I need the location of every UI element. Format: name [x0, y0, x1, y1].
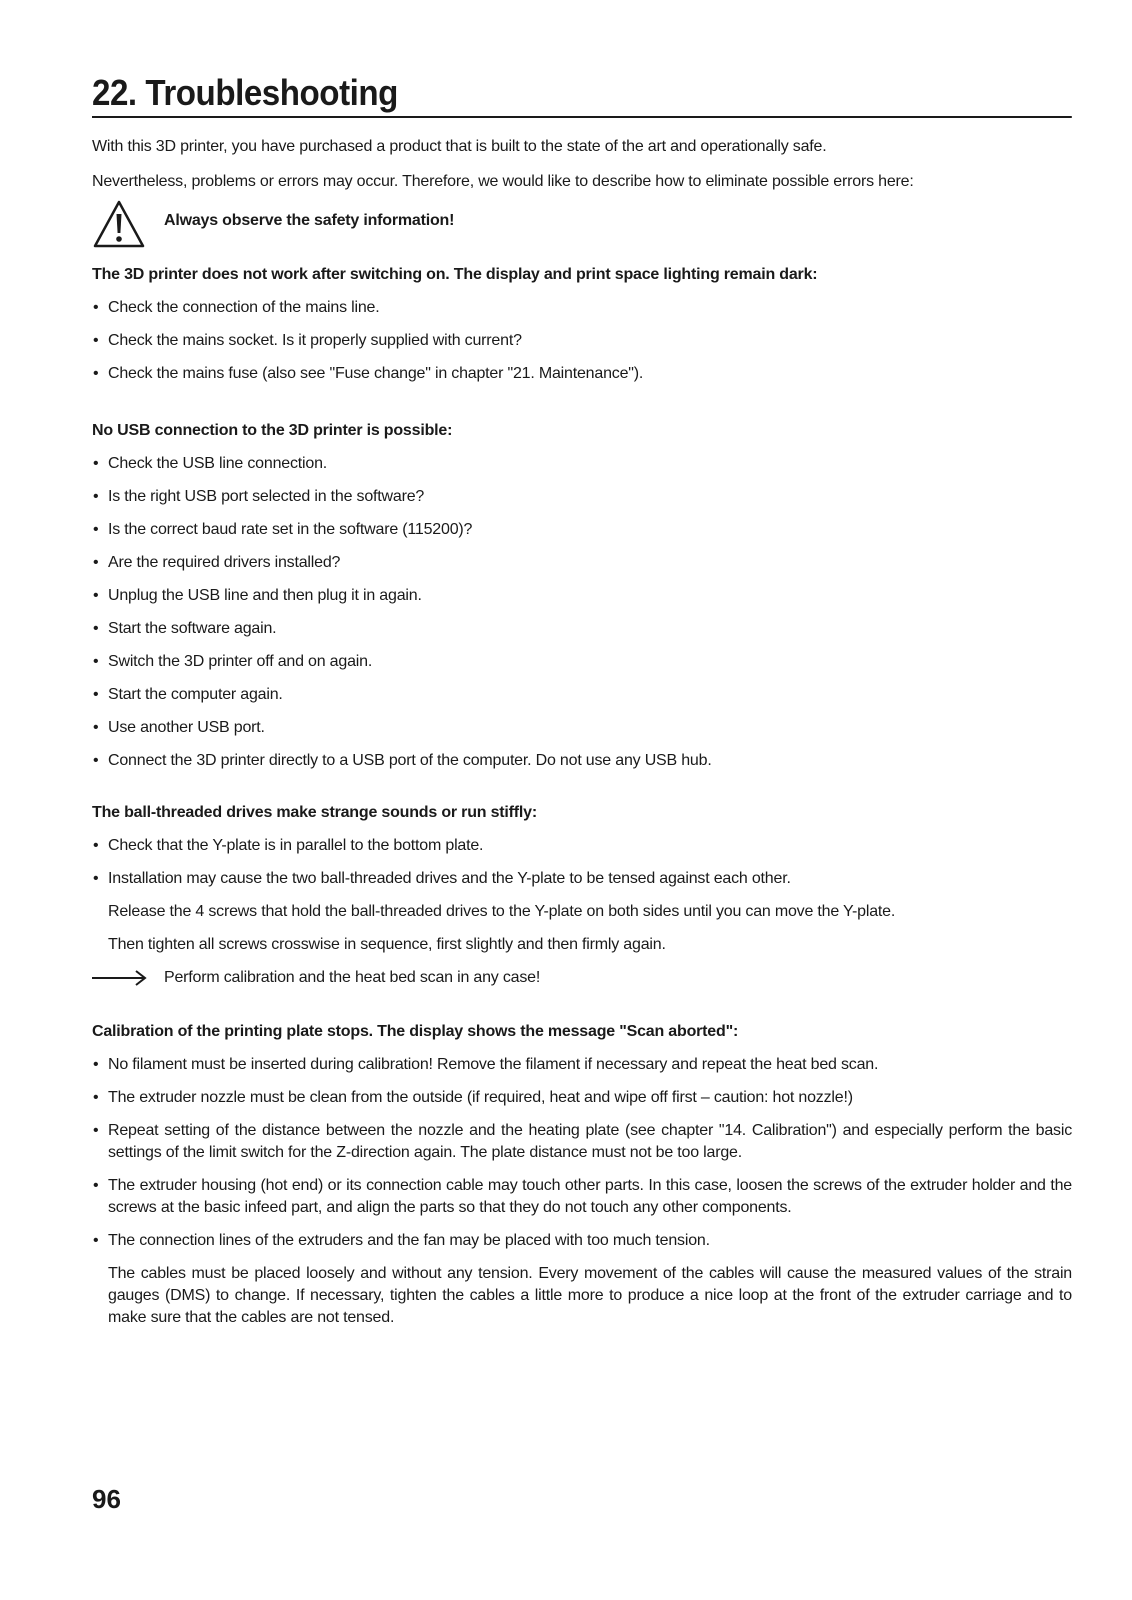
list-item: • Are the required drivers installed? — [92, 552, 1072, 574]
page-title: 22. Troubleshooting — [92, 72, 1072, 118]
section-heading: No USB connection to the 3D printer is possible: — [92, 422, 453, 439]
list-item: • Is the correct baud rate set in the software (115200)? — [92, 519, 1072, 541]
bullet-list — [92, 297, 1072, 385]
section-calibration — [92, 1021, 1072, 1340]
bullet-list — [92, 453, 1072, 772]
calibration-note-text: Perform calibration and the heat bed scan in any case! — [164, 969, 541, 986]
list-item: • Is the right USB port selected in the software? — [92, 486, 1072, 508]
list-item: • No filament must be inserted during calibration! Remove the filament if necessary and repeat the heat bed scan. — [92, 1054, 1072, 1076]
continuation-text: The cables must be placed loosely and without any tension. Every movement of the cables will cause the measured values of the strain gauges (DMS) to change. If necessary, tighten the cables a little more to produce a nice loop at the front of the extruder carriage and to make sure that the cables are not tensed. — [108, 1265, 1072, 1326]
list-item: • Start the computer again. — [92, 684, 1072, 706]
section-heading: The ball-threaded drives make strange sounds or run stiffly: — [92, 804, 537, 821]
calibration-note — [92, 967, 1072, 989]
list-item: • Check the USB line connection. — [92, 453, 1072, 475]
page-content — [92, 72, 1072, 1326]
list-item: • The extruder nozzle must be clean from the outside (if required, heat and wipe off first – caution: hot nozzle!) — [92, 1087, 1072, 1109]
list-item: • Check the connection of the mains line. — [92, 297, 1072, 319]
page-number: 96 — [92, 1484, 121, 1514]
list-item: • The connection lines of the extruders and the fan may be placed with too much tension. — [92, 1230, 1072, 1252]
arrow-right-icon — [92, 970, 148, 986]
section-usb — [92, 420, 1072, 783]
intro-paragraph-2: Nevertheless, problems or errors may occur. Therefore, we would like to describe how to eliminate possible errors here: — [92, 173, 914, 190]
list-item: • Start the software again. — [92, 618, 1072, 640]
list-item: • Check the mains socket. Is it properly supplied with current? — [92, 330, 1072, 352]
list-item: • Switch the 3D printer off and on again. — [92, 651, 1072, 673]
section-drives — [92, 802, 1072, 1000]
section-power — [92, 264, 1072, 396]
warning-triangle-icon — [92, 198, 146, 250]
bullet-list — [92, 1054, 1072, 1252]
list-item: • Unplug the USB line and then plug it in again. — [92, 585, 1072, 607]
list-item: • Check that the Y-plate is in parallel to the bottom plate. — [92, 835, 1072, 857]
section-heading: Calibration of the printing plate stops. The display shows the message "Scan aborted": — [92, 1023, 739, 1040]
intro-paragraph-1: With this 3D printer, you have purchased a product that is built to the state of the art and operationally safe. — [92, 138, 827, 155]
safety-warning-text: Always observe the safety information! — [164, 212, 455, 229]
section-heading: The 3D printer does not work after switching on. The display and print space lighting remain dark: — [92, 266, 818, 283]
list-item: • Connect the 3D printer directly to a USB port of the computer. Do not use any USB hub. — [92, 750, 1072, 772]
bullet-list — [92, 835, 1072, 890]
list-item: • Repeat setting of the distance between the nozzle and the heating plate (see chapter "14. Calibration") and especially perform the basic settings of the limit switch for the Z-direction again. The plate distance must not be too large. — [92, 1120, 1072, 1164]
continuation-text: Then tighten all screws crosswise in sequence, first slightly and then firmly again. — [108, 936, 666, 953]
list-item: • Check the mains fuse (also see "Fuse change" in chapter "21. Maintenance"). — [92, 363, 1072, 385]
list-item: • Use another USB port. — [92, 717, 1072, 739]
safety-warning — [92, 198, 1072, 254]
list-item: • The extruder housing (hot end) or its connection cable may touch other parts. In this case, loosen the screws of the extruder holder and the screws at the basic infeed part, and align the parts so that they do not touch any other components. — [92, 1175, 1072, 1219]
continuation-text: Release the 4 screws that hold the ball-threaded drives to the Y-plate on both sides until you can move the Y-plate. — [108, 903, 896, 920]
list-item: • Installation may cause the two ball-threaded drives and the Y-plate to be tensed against each other. — [92, 868, 1072, 890]
